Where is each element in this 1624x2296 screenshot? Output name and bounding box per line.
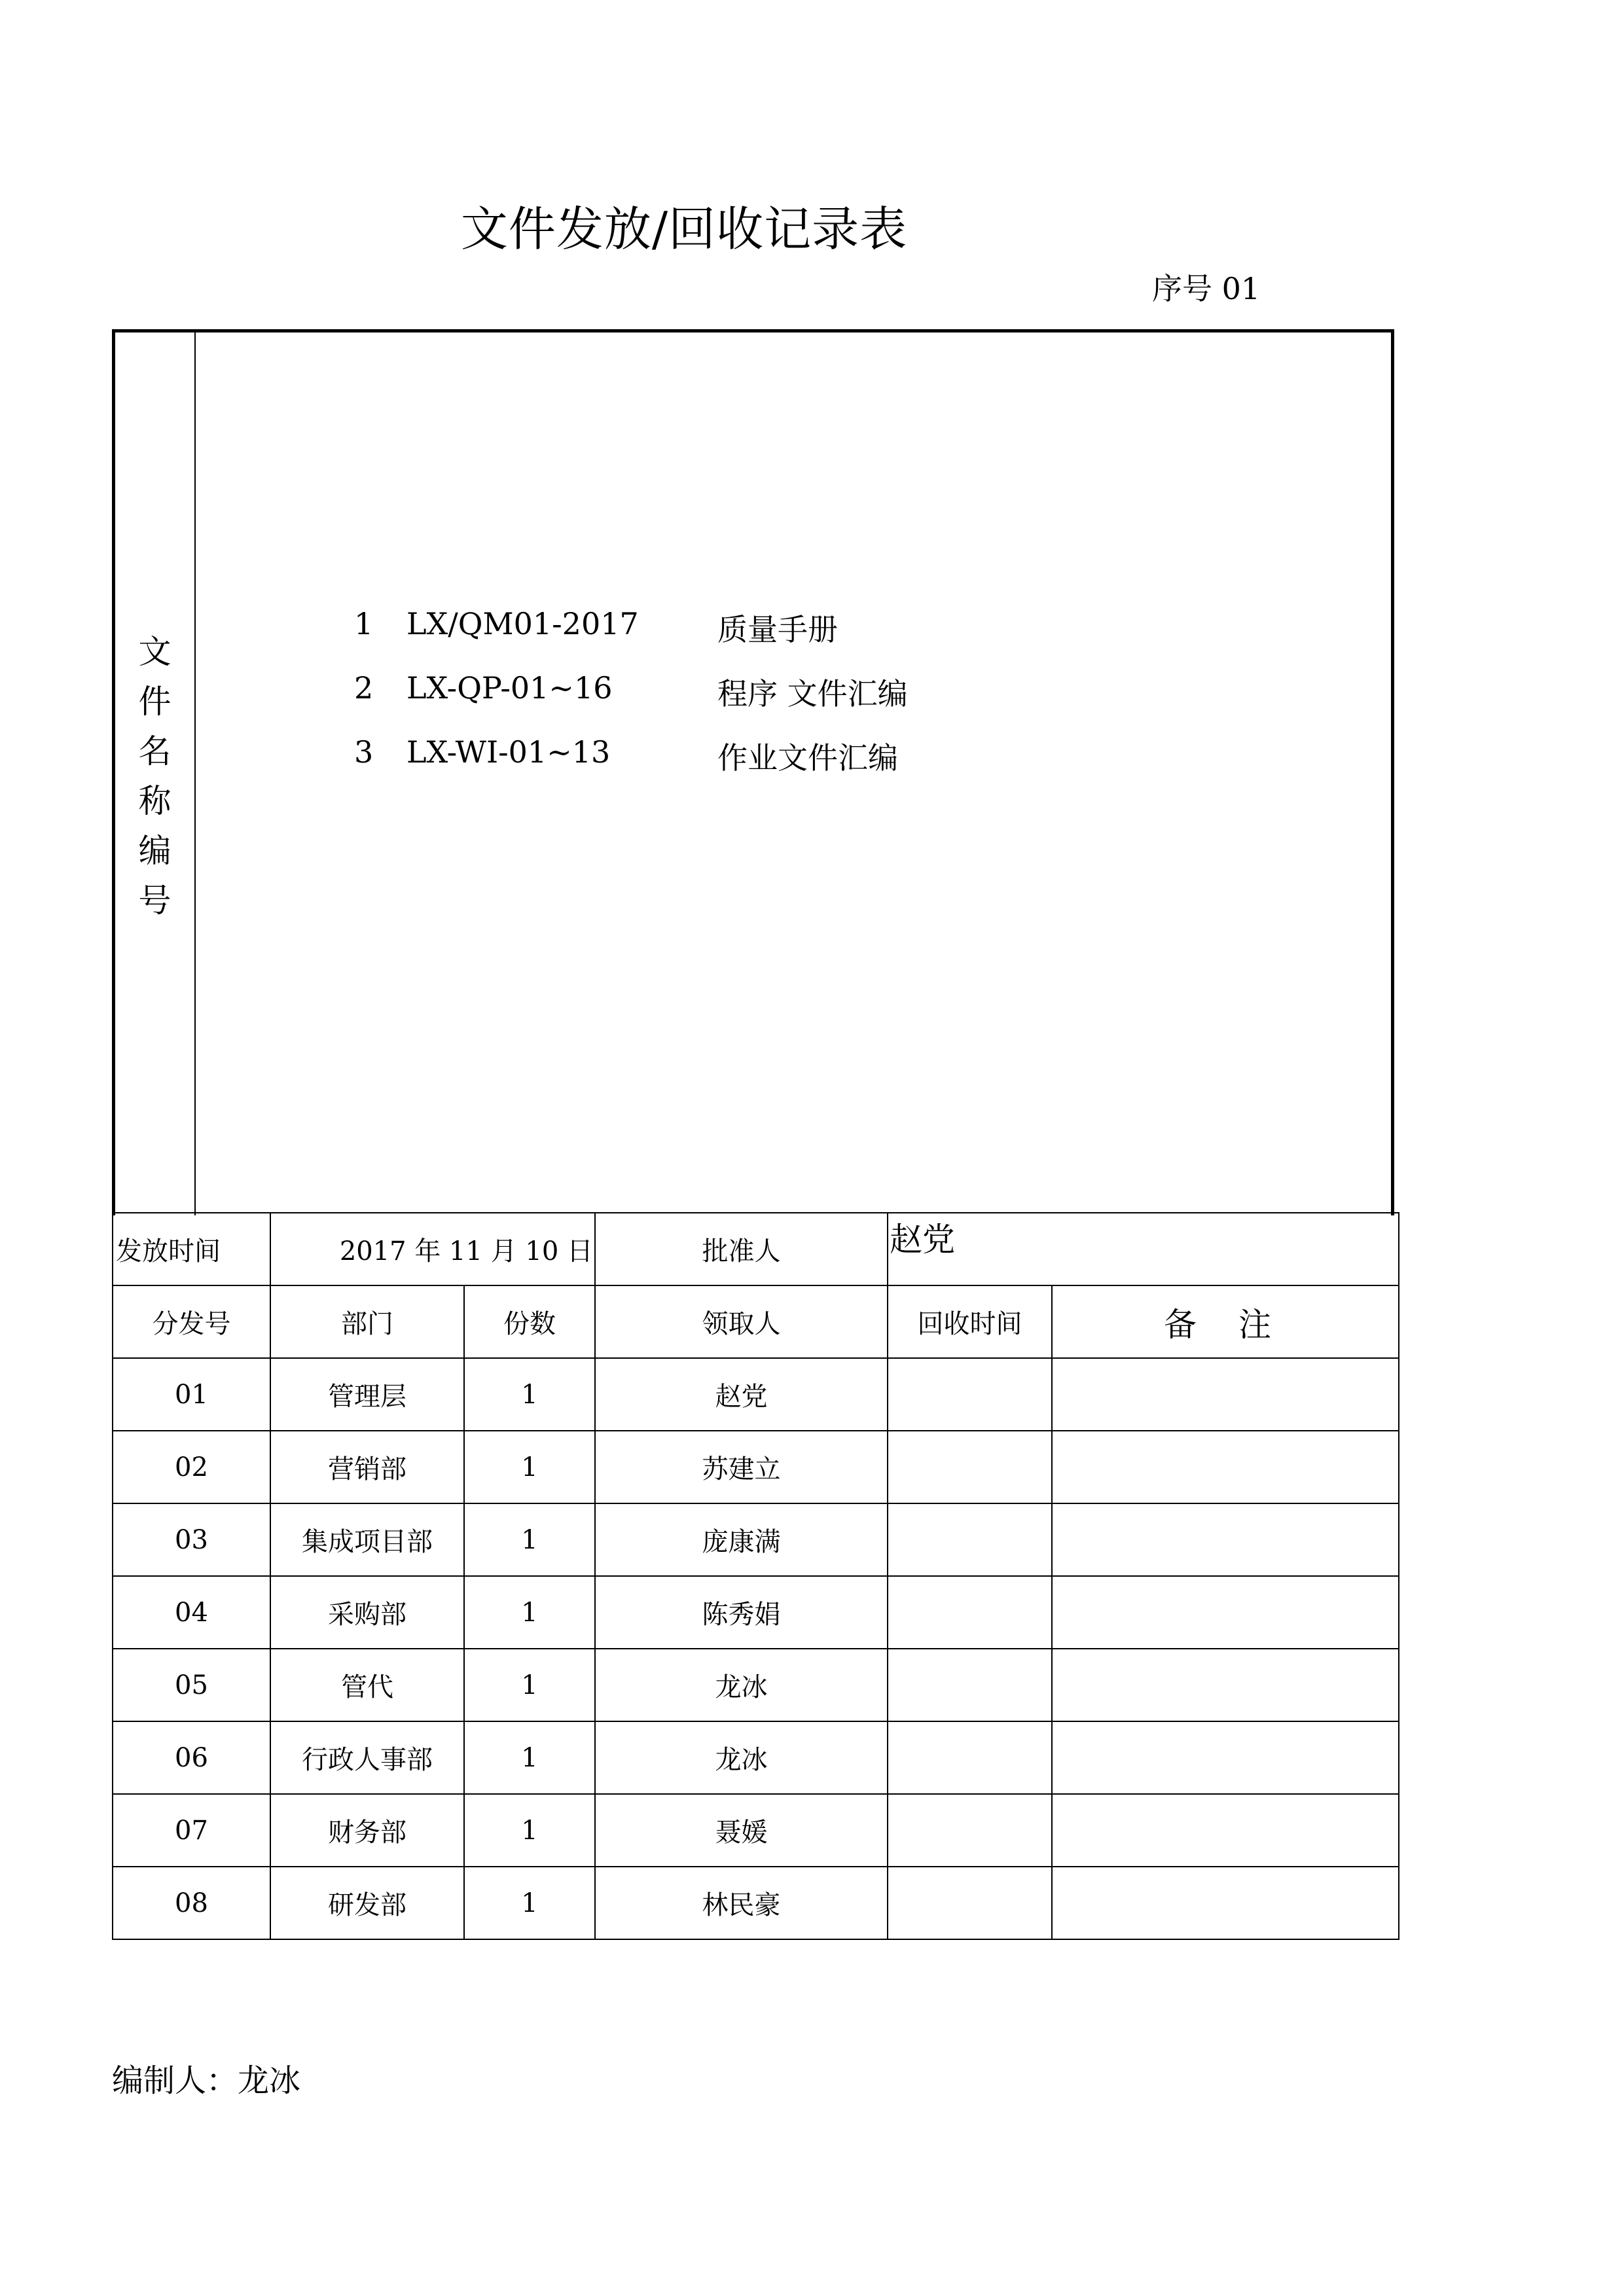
cell-no: 06 xyxy=(113,1721,270,1794)
vertical-label xyxy=(115,627,194,925)
vertical-label-char: 文 xyxy=(138,633,171,671)
cell-receiver: 聂媛 xyxy=(595,1794,888,1867)
cell-copies: 1 xyxy=(464,1503,595,1576)
cell-dept: 行政人事部 xyxy=(270,1721,464,1794)
cell-return-time xyxy=(888,1867,1052,1939)
vertical-label-char: 名 xyxy=(138,732,171,770)
cell-return-time xyxy=(888,1721,1052,1794)
cell-return-time xyxy=(888,1503,1052,1576)
cell-receiver: 龙冰 xyxy=(595,1649,888,1721)
table-row xyxy=(113,1721,1399,1794)
cell-receiver: 赵党 xyxy=(595,1358,888,1431)
cell-copies: 1 xyxy=(464,1431,595,1503)
cell-receiver: 苏建立 xyxy=(595,1431,888,1503)
document-item-code: LX-QP-01~16 xyxy=(406,670,613,706)
table-row xyxy=(113,1649,1399,1721)
cell-no: 08 xyxy=(113,1867,270,1939)
cell-receiver: 龙冰 xyxy=(595,1721,888,1794)
cell-copies: 1 xyxy=(464,1576,595,1649)
cell-return-time xyxy=(888,1649,1052,1721)
cell-return-time xyxy=(888,1431,1052,1503)
table-row xyxy=(113,1431,1399,1503)
table-row xyxy=(113,1503,1399,1576)
cell-no: 02 xyxy=(113,1431,270,1503)
compiled-by: 编制人：龙冰 xyxy=(112,2062,301,2099)
cell-dept: 研发部 xyxy=(270,1867,464,1939)
header-copies: 份数 xyxy=(464,1285,595,1358)
document-item-number: 1 xyxy=(354,606,374,641)
document-item-name: 程序 文件汇编 xyxy=(717,676,908,711)
cell-return-time xyxy=(888,1576,1052,1649)
document-item-name: 作业文件汇编 xyxy=(717,740,898,776)
header-remark: 备 注 xyxy=(1052,1285,1399,1358)
cell-no: 05 xyxy=(113,1649,270,1721)
cell-dept: 管理层 xyxy=(270,1358,464,1431)
table-row xyxy=(113,1867,1399,1939)
cell-remark xyxy=(1052,1431,1399,1503)
header-receiver: 领取人 xyxy=(595,1285,888,1358)
header-return-time: 回收时间 xyxy=(888,1285,1052,1358)
cell-no: 04 xyxy=(113,1576,270,1649)
cell-remark xyxy=(1052,1649,1399,1721)
distribution-table xyxy=(112,1212,1399,1940)
cell-receiver: 庞康满 xyxy=(595,1503,888,1576)
label-divider xyxy=(194,332,196,1215)
cell-copies: 1 xyxy=(464,1867,595,1939)
issue-info-row xyxy=(113,1213,1399,1285)
cell-dept: 管代 xyxy=(270,1649,464,1721)
cell-remark xyxy=(1052,1576,1399,1649)
cell-return-time xyxy=(888,1794,1052,1867)
approver-value: 赵党 xyxy=(888,1213,1399,1285)
vertical-label-char: 号 xyxy=(138,882,171,920)
cell-remark xyxy=(1052,1721,1399,1794)
cell-copies: 1 xyxy=(464,1794,595,1867)
table-row xyxy=(113,1358,1399,1431)
cell-dept: 采购部 xyxy=(270,1576,464,1649)
document-item-code: LX/QM01-2017 xyxy=(406,606,639,641)
table-row xyxy=(113,1794,1399,1867)
approver-label: 批准人 xyxy=(595,1213,888,1285)
cell-dept: 营销部 xyxy=(270,1431,464,1503)
cell-remark xyxy=(1052,1503,1399,1576)
issue-time-value: 2017 年 11 月 10 日 xyxy=(270,1213,595,1285)
vertical-label-char: 称 xyxy=(138,782,171,820)
cell-receiver: 林民豪 xyxy=(595,1867,888,1939)
serial-number: 序号 01 xyxy=(1152,271,1261,306)
cell-no: 07 xyxy=(113,1794,270,1867)
table-row xyxy=(113,1576,1399,1649)
cell-copies: 1 xyxy=(464,1649,595,1721)
cell-no: 01 xyxy=(113,1358,270,1431)
vertical-label-char: 件 xyxy=(138,683,171,721)
cell-remark xyxy=(1052,1794,1399,1867)
issue-time-label: 发放时间 xyxy=(113,1213,270,1285)
document-list-box xyxy=(112,329,1394,1215)
document-item-number: 3 xyxy=(354,734,374,770)
header-row xyxy=(113,1285,1399,1358)
cell-dept: 财务部 xyxy=(270,1794,464,1867)
cell-receiver: 陈秀娟 xyxy=(595,1576,888,1649)
cell-no: 03 xyxy=(113,1503,270,1576)
page-title: 文件发放/回收记录表 xyxy=(460,202,908,257)
cell-copies: 1 xyxy=(464,1721,595,1794)
cell-dept: 集成项目部 xyxy=(270,1503,464,1576)
header-no: 分发号 xyxy=(113,1285,270,1358)
header-dept: 部门 xyxy=(270,1285,464,1358)
document-item-code: LX-WI-01~13 xyxy=(406,734,611,770)
cell-remark xyxy=(1052,1867,1399,1939)
cell-remark xyxy=(1052,1358,1399,1431)
cell-copies: 1 xyxy=(464,1358,595,1431)
vertical-label-char: 编 xyxy=(138,832,171,870)
cell-return-time xyxy=(888,1358,1052,1431)
document-item-name: 质量手册 xyxy=(717,612,838,647)
document-item-number: 2 xyxy=(354,670,374,706)
